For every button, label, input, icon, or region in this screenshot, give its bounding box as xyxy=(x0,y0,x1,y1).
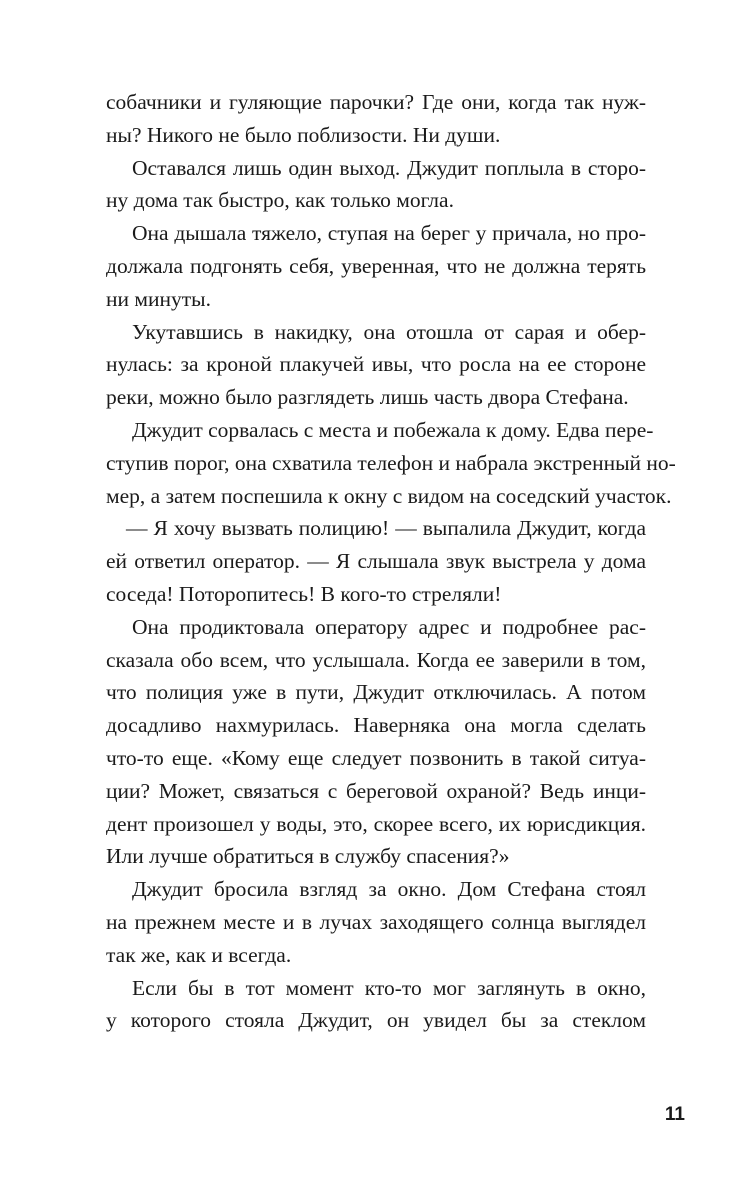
text-line: сказала обо всем, что услышала. Когда ее заверили в том, xyxy=(106,647,646,672)
text-line: ции? Может, связаться с береговой охраной? Ведь инци- xyxy=(106,778,646,803)
text-line: собачники и гуляющие парочки? Где они, когда так нуж- xyxy=(106,90,646,114)
body-text xyxy=(106,86,676,1037)
text-line: ей ответил оператор. — Я слышала звук выстрела у дома xyxy=(106,549,646,574)
text-line: Оставался лишь один выход. Джудит поплыла в сторо- xyxy=(132,155,646,180)
page-number: 11 xyxy=(664,1104,685,1125)
text-line: ступив порог, она схватила телефон и набрала экстренный но- xyxy=(106,450,676,475)
text-line: ны? Никого не было поблизости. Ни души. xyxy=(106,122,501,147)
text-line: ни минуты. xyxy=(106,286,211,311)
text-line: на прежнем месте и в лучах заходящего солнца выглядел xyxy=(106,909,646,934)
text-line: — Я хочу вызвать полицию! — выпалила Джудит, когда xyxy=(126,516,646,541)
text-line: у которого стояла Джудит, он увидел бы за стеклом xyxy=(106,1008,646,1033)
text-line: так же, как и всегда. xyxy=(106,942,292,967)
text-line: Джудит бросила взгляд за окно. Дом Стефана стоял xyxy=(132,877,646,902)
text-line: ну дома так быстро, как только могла. xyxy=(106,188,454,213)
text-line: досадливо нахмурилась. Наверняка она могла сделать xyxy=(106,713,646,738)
text-line: Укутавшись в накидку, она отошла от сарая и обер- xyxy=(132,319,646,344)
text-line: что полиция уже в пути, Джудит отключилась. А потом xyxy=(106,680,646,705)
text-line: соседа! Поторопитесь! В кого-то стреляли! xyxy=(106,581,502,606)
text-line: Или лучше обратиться в службу спасения?» xyxy=(106,844,510,869)
text-line: что-то еще. «Кому еще следует позвонить в такой ситуа- xyxy=(106,745,646,770)
text-line: Если бы в тот момент кто-то мог заглянуть в окно, xyxy=(132,975,646,1000)
text-line: дент произошел у воды, это, скорее всего, их юрисдикция. xyxy=(106,811,646,836)
text-line: нулась: за кроной плакучей ивы, что росла на ее стороне xyxy=(106,352,646,377)
text-line: должала подгонять себя, уверенная, что не должна терять xyxy=(106,253,646,278)
text-line: Она продиктовала оператору адрес и подробнее рас- xyxy=(132,614,646,639)
text-line: Она дышала тяжело, ступая на берег у причала, но про- xyxy=(132,221,646,246)
text-line: мер, а затем поспешила к окну с видом на соседский участок. xyxy=(106,483,672,508)
text-line: Джудит сорвалась с места и побежала к дому. Едва пере- xyxy=(132,417,654,442)
text-line: реки, можно было разглядеть лишь часть двора Стефана. xyxy=(106,385,629,410)
